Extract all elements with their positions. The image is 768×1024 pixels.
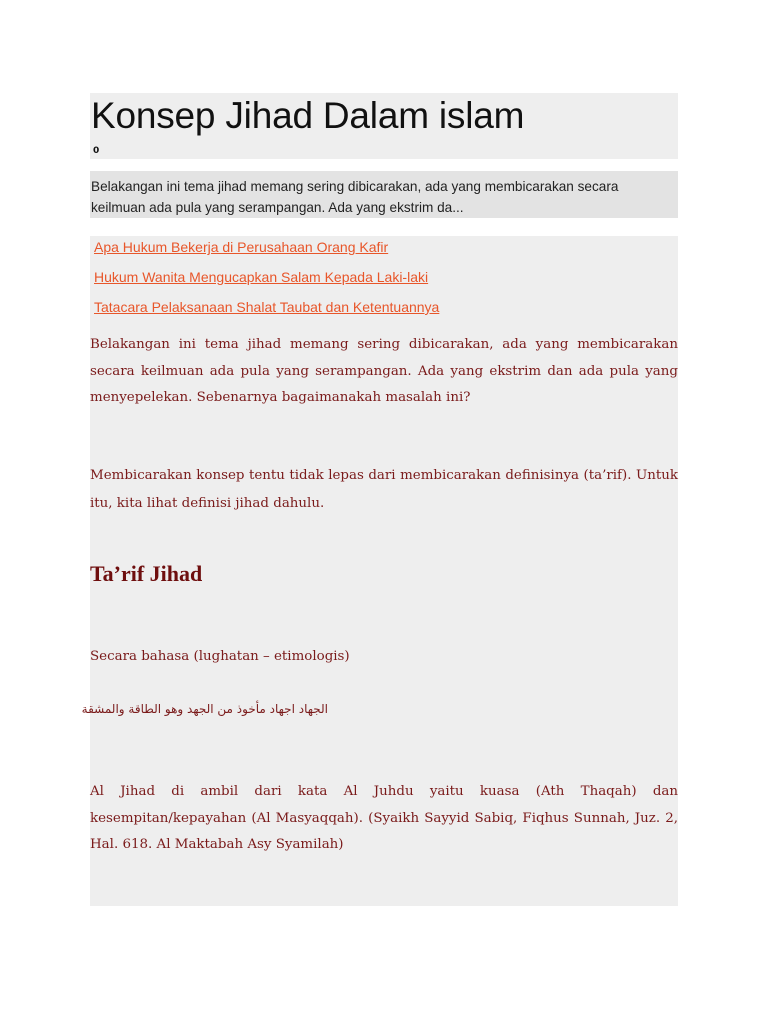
related-link-shalat-taubat[interactable]: Tatacara Pelaksanaan Shalat Taubat dan Ketentuannya — [94, 299, 440, 315]
list-item — [94, 266, 439, 296]
article-body — [81, 236, 678, 906]
excerpt-section — [90, 171, 678, 218]
section-subheading: Secara bahasa (lughatan – etimologis) — [90, 649, 350, 664]
related-link-salam-wanita[interactable]: Hukum Wanita Mengucapkan Salam Kepada Laki-laki — [94, 269, 429, 285]
list-item — [94, 296, 439, 326]
body-paragraph-3: Al Jihad di ambil dari kata Al Juhdu yaitu kuasa (Ath Thaqah) dan kesempitan/kepayahan (Al Masyaqqah). (Syaikh Sayyid Sabiq, Fiqhus Sunnah, Juz. 2, Hal. 618. Al Maktabah Asy Syamilah) — [90, 784, 678, 852]
body-paragraph-1: Belakangan ini tema jihad memang sering dibicarakan, ada yang membicarakan secara keilmuan ada pula yang serampangan. Ada yang ekstrim dan ada pula yang menyepelekan. Sebenarnya bagaimanakah masalah ini? — [90, 337, 678, 405]
article-excerpt: Belakangan ini tema jihad memang sering dibicarakan, ada yang membicarakan secara keilmuan ada pula yang serampangan. Ada yang ekstrim da... — [91, 179, 619, 215]
page-title: Konsep Jihad Dalam islam — [91, 95, 525, 136]
title-section — [90, 93, 678, 159]
related-links-list — [94, 236, 439, 326]
arabic-quote: الجهاد اجهاد مأخوذ من الجهد وهو الطاقة والمشقة — [81, 702, 328, 716]
section-heading: Ta’rif Jihad — [90, 561, 203, 586]
body-paragraph-2: Membicarakan konsep tentu tidak lepas dari membicarakan definisinya (ta’rif). Untuk itu, kita lihat definisi jihad dahulu. — [90, 468, 678, 511]
comment-count: 0 — [93, 146, 100, 156]
list-item — [94, 236, 439, 266]
related-link-hukum-bekerja[interactable]: Apa Hukum Bekerja di Perusahaan Orang Kafir — [94, 239, 389, 255]
